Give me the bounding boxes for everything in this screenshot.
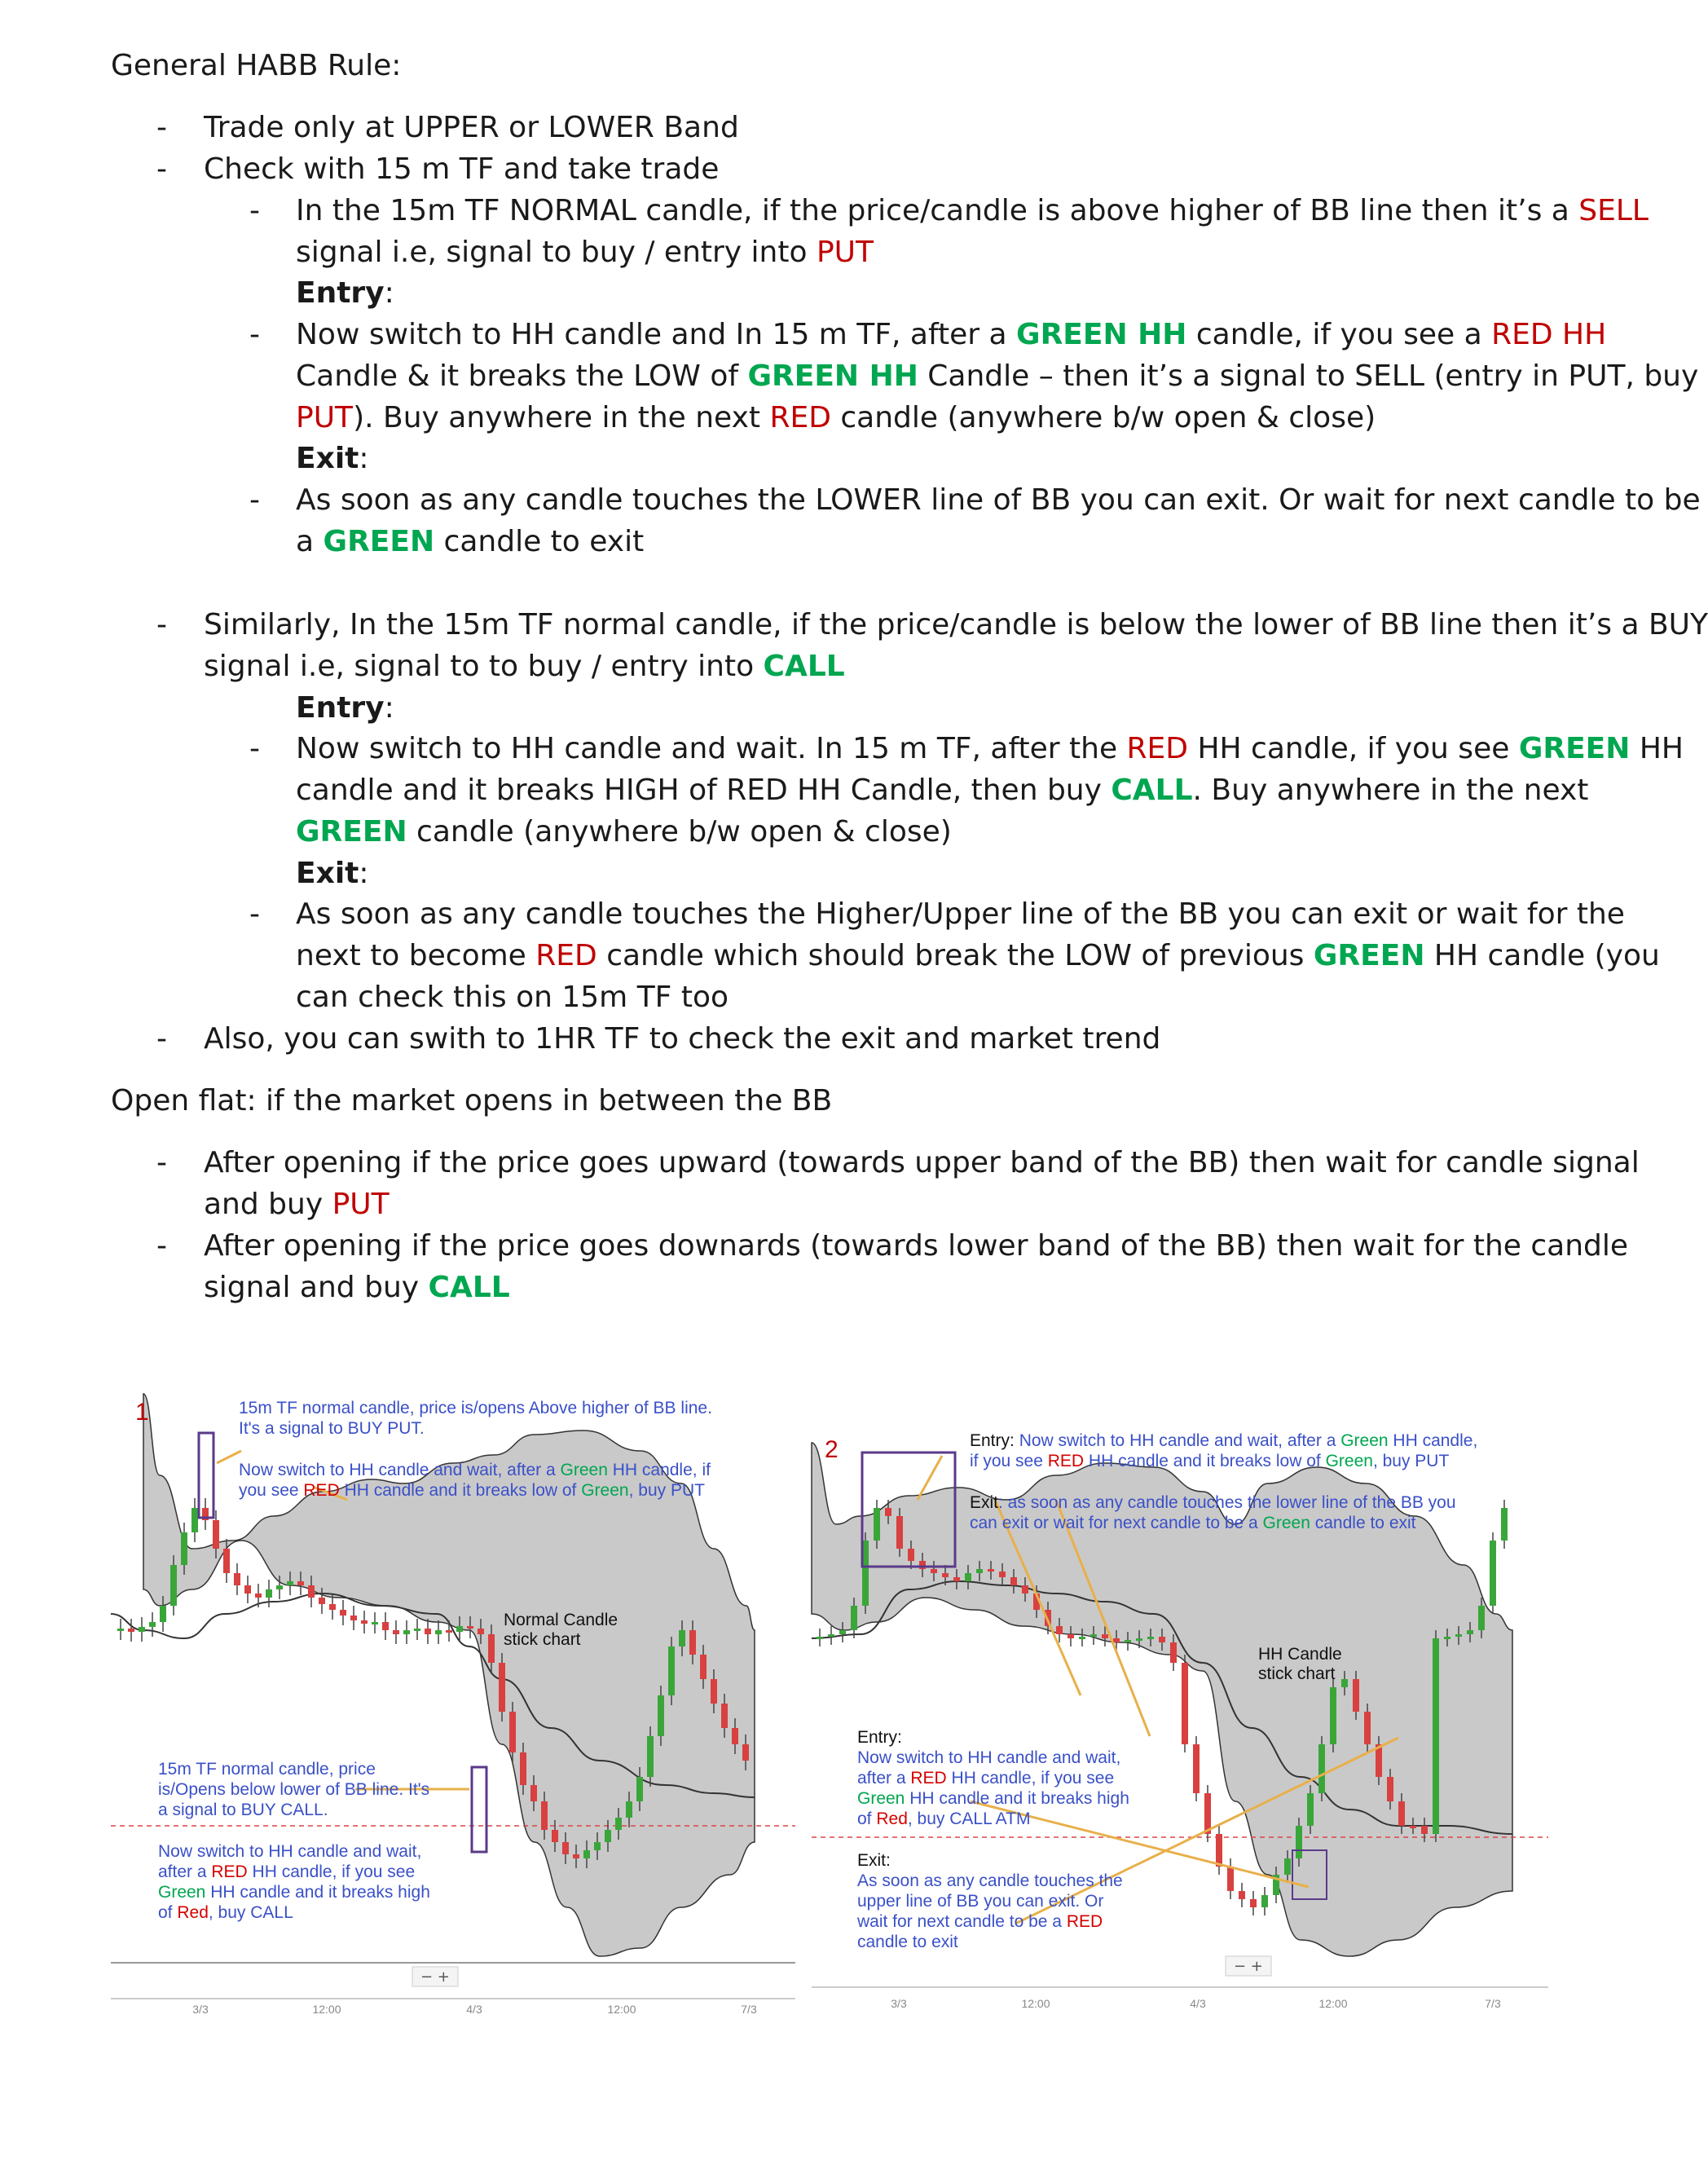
chart-label: stick chart [504,1630,581,1649]
bullet-dash: - [156,608,167,641]
candle-body [605,1830,611,1842]
candle-body [1421,1826,1428,1834]
candle-body [615,1818,622,1830]
candle-body [965,1573,971,1581]
chart-number: 1 [135,1399,149,1426]
annotation-text: you see RED HH candle and it breaks low of Green, buy PUT [239,1481,705,1500]
heading: General HABB Rule: [111,49,402,82]
annotation-text: if you see RED HH candle and it breaks low of Green, buy PUT [970,1452,1450,1470]
candle-body [499,1663,505,1712]
flat-1-line-2: and buy PUT [204,1188,390,1221]
annotation-text: It's a signal to BUY PUT. [239,1419,425,1438]
chart-label: Normal Candle [504,1611,618,1629]
candle-body [213,1520,219,1549]
candle-body [1410,1826,1416,1828]
sell-exit-line-2: a GREEN candle to exit [296,525,645,558]
candle-body [244,1585,251,1594]
candle-body [647,1736,654,1777]
sell-entry-line-3: PUT). Buy anywhere in the next RED candle (anywhere b/w open & close) [296,401,1376,434]
candle-body [583,1850,590,1858]
sell-exit-line-1: As soon as any candle touches the LOWER line of BB you can exit. Or wait for next candle to be [296,483,1701,517]
candle-body [1455,1634,1462,1637]
candle-body [1182,1663,1188,1744]
candle-body [1444,1637,1450,1639]
bullet-dash: - [249,897,260,931]
rule-2: Check with 15 m TF and take trade [204,152,720,186]
candle-body [372,1622,378,1624]
candle-body [319,1598,325,1604]
chart-label: stick chart [1258,1664,1336,1683]
annotation-text: 15m TF normal candle, price is/opens Above higher of BB line. [239,1399,712,1417]
candle-body [851,1606,857,1630]
sell-entry-line-2: Candle & it breaks the LOW of GREEN HH Candle – then it’s a signal to SELL (entry in PUT, buy [296,359,1699,393]
buy-line-2: signal i.e, signal to to buy / entry into CALL [204,650,845,683]
annotation-text: Green HH candle and it breaks high [857,1789,1129,1808]
candle-body [446,1630,452,1633]
candle-body [679,1630,685,1646]
candle-body [999,1572,1006,1577]
candle-body [721,1704,728,1728]
candle-body [541,1801,548,1830]
candle-body [530,1785,537,1801]
candle-body [223,1549,230,1573]
x-tick-label: 12:00 [607,2003,636,2016]
sell-entry-label: Entry: [296,276,394,310]
open-flat-heading: Open flat: if the market opens in between the BB [111,1084,833,1117]
bullet-dash: - [249,483,260,517]
chart-1-normal-candles [111,1386,795,2030]
candle-body [1125,1640,1131,1642]
candle-body [1056,1626,1063,1634]
candle-body [908,1549,914,1561]
annotation-text: wait for next candle to be a RED [857,1912,1103,1931]
rule-also: Also, you can swith to 1HR TF to check the exit and market trend [204,1022,1161,1056]
candle-body [1490,1541,1496,1606]
candle-body [488,1634,495,1663]
chart-2-hh-candles [812,1418,1548,2030]
annotation-text: Entry: [857,1728,902,1747]
annotation-text: Exit: as soon as any candle touches the lower line of the BB you [970,1493,1456,1512]
candle-body [149,1622,156,1627]
candle-body [1010,1577,1017,1585]
bullet-dash: - [156,152,167,186]
annotation-text: Exit: [857,1851,891,1870]
candle-body [1193,1744,1200,1793]
annotation-text: can exit or wait for next candle to be a Green candle to exit [970,1514,1416,1532]
annotation-text: is/Opens below lower of BB line. It's [158,1780,430,1799]
candle-body [839,1630,846,1634]
bullet-dash: - [249,194,260,227]
x-tick-label: 12:00 [1021,1997,1050,2010]
candle-body [732,1728,738,1744]
candle-body [1239,1891,1245,1899]
candle-body [668,1646,675,1695]
candle-body [1022,1585,1028,1594]
candle-body [329,1604,336,1610]
candle-body [817,1637,823,1639]
sell-line-2: signal i.e, signal to buy / entry into PUT [296,236,874,269]
candle-body [297,1581,304,1585]
x-tick-label: 3/3 [891,1997,907,2010]
candle-body [1433,1638,1439,1834]
candle-body [191,1508,198,1532]
candle-body [414,1629,420,1631]
sell-exit-label: Exit: [296,442,369,475]
x-tick-label: 4/3 [1190,1997,1206,2010]
annotation-text: Green HH candle and it breaks high [158,1883,430,1902]
candle-body [382,1622,389,1630]
candle-body [478,1629,484,1634]
candle-body [1216,1834,1222,1867]
candle-body [1296,1826,1302,1858]
candle-body [988,1569,994,1572]
chart-label: HH Candle [1258,1645,1342,1664]
annotation-text: upper line of BB you can exit. Or [857,1892,1104,1911]
candle-body [1330,1687,1336,1744]
annotation-text: of Red, buy CALL [158,1903,293,1922]
candle-body [1467,1630,1473,1634]
candle-body [552,1830,558,1842]
candle-body [1090,1634,1097,1637]
sell-line-1: In the 15m TF NORMAL candle, if the price/candle is above higher of BB line then it’s a SELL [296,194,1649,227]
candle-body [520,1752,526,1785]
flat-2-line-1: After opening if the price goes downards (towards lower band of the BB) then wait for the candle [204,1229,1629,1263]
annotation-text: a signal to BUY CALL. [158,1801,328,1819]
candle-body [266,1589,272,1598]
annotation-text: candle to exit [857,1933,958,1951]
candle-body [128,1629,134,1632]
zoom-buttons[interactable]: − + [420,1968,450,1986]
candle-body [742,1744,749,1761]
candle-body [1068,1634,1074,1638]
chart-2-svg [812,1418,1548,2030]
candle-body [594,1842,601,1850]
candle-body [1113,1638,1120,1642]
candle-body [658,1695,664,1736]
candle-body [828,1634,834,1637]
candle-body [1398,1801,1405,1826]
candle-body [1364,1712,1371,1744]
candle-body [931,1569,937,1573]
candle-body [1353,1679,1359,1712]
candle-body [1136,1638,1142,1641]
candle-body [308,1585,315,1598]
candle-body [1159,1637,1165,1642]
candle-body [287,1581,293,1585]
buy-line-1: Similarly, In the 15m TF normal candle, if the price/candle is below the lower of BB line then it’s a BUY [204,608,1708,641]
candle-body [1284,1858,1291,1875]
candle-body [573,1854,579,1858]
candle-body [234,1573,240,1585]
candle-body [1318,1744,1325,1793]
candle-body [139,1627,145,1632]
annotation-text: Entry: Now switch to HH candle and wait, after a Green HH candle, [970,1431,1478,1450]
candle-body [700,1655,707,1679]
flat-1-line-1: After opening if the price goes upward (towards upper band of the BB) then wait for candle signal [204,1146,1640,1179]
bullet-dash: - [156,1229,167,1263]
candle-body [435,1630,442,1634]
candle-body [689,1630,696,1655]
buy-entry-line-3: GREEN candle (anywhere b/w open & close) [296,815,952,849]
chart-number: 2 [825,1436,839,1463]
candle-body [361,1620,368,1624]
buy-entry-line-1: Now switch to HH candle and wait. In 15 m TF, after the RED HH candle, if you see GREEN HH [296,732,1684,765]
candle-body [456,1626,463,1632]
candle-body [626,1801,632,1818]
bullet-dash: - [249,732,260,765]
candle-body [1501,1508,1508,1541]
x-tick-label: 12:00 [1318,1997,1348,2010]
candle-body [276,1585,283,1589]
buy-exit-label: Exit: [296,857,369,890]
annotation-text: after a RED HH candle, if you see [158,1862,416,1881]
candle-body [340,1610,346,1616]
candle-body [976,1569,983,1573]
candle-body [636,1777,643,1801]
buy-entry-line-2: candle and it breaks HIGH of RED HH Candle, then buy CALL. Buy anywhere in the next [296,774,1589,807]
x-tick-label: 12:00 [312,2003,341,2016]
candle-body [1102,1634,1108,1638]
candle-body [885,1508,891,1516]
x-tick-label: 7/3 [1485,1997,1501,2010]
bullet-dash: - [156,1022,167,1056]
rule-1: Trade only at UPPER or LOWER Band [204,111,739,144]
candle-body [350,1616,357,1620]
candle-body [393,1630,399,1634]
x-tick-label: 3/3 [192,2003,209,2016]
candle-body [1147,1637,1154,1639]
candle-body [1250,1899,1257,1907]
zoom-buttons[interactable]: − + [1234,1958,1263,1975]
bullet-dash: - [156,111,167,144]
candle-body [181,1532,187,1565]
candle-body [896,1516,903,1549]
buy-exit-line-1: As soon as any candle touches the Higher/Upper line of the BB you can exit or wait for the [296,897,1625,931]
x-tick-label: 7/3 [741,2003,757,2016]
annotation-text: Now switch to HH candle and wait, after a Green HH candle, if [239,1461,711,1479]
bullet-dash: - [249,318,260,351]
candle-body [255,1594,262,1598]
candle-body [425,1629,431,1634]
candle-body [1079,1637,1085,1639]
annotation-text: As soon as any candle touches the [857,1871,1123,1890]
candle-body [170,1565,177,1606]
candle-body [1478,1606,1485,1630]
candle-body [403,1630,410,1634]
buy-exit-line-3: can check this on 15m TF too [296,981,729,1014]
candle-body [1227,1867,1234,1891]
chart-1-svg [111,1386,795,2030]
candle-body [1261,1895,1268,1907]
candle-body [1387,1777,1393,1801]
x-tick-label: 4/3 [466,2003,482,2016]
candle-body [117,1629,124,1631]
candle-body [509,1712,516,1752]
buy-exit-line-2: next to become RED candle which should break the LOW of previous GREEN HH candle (you [296,939,1660,972]
flat-2-line-2: signal and buy CALL [204,1271,510,1304]
candle-body [160,1606,166,1622]
buy-entry-label: Entry: [296,691,394,725]
annotation-text: 15m TF normal candle, price [158,1760,376,1779]
candle-body [1170,1642,1177,1663]
candle-body [1341,1679,1348,1687]
candle-body [562,1842,569,1854]
annotation-text: Now switch to HH candle and wait, [857,1748,1121,1767]
candle-body [467,1626,473,1629]
candle-body [1307,1793,1314,1826]
annotation-text: Now switch to HH candle and wait, [158,1842,422,1861]
sell-entry-line-1: Now switch to HH candle and In 15 m TF, after a GREEN HH candle, if you see a RED HH [296,318,1607,351]
candle-body [711,1679,717,1704]
annotation-text: after a RED HH candle, if you see [857,1769,1115,1788]
annotation-text: of Red, buy CALL ATM [857,1810,1031,1828]
candle-body [942,1573,949,1577]
candle-body [874,1508,880,1541]
candle-body [953,1577,960,1581]
bullet-dash: - [156,1146,167,1179]
